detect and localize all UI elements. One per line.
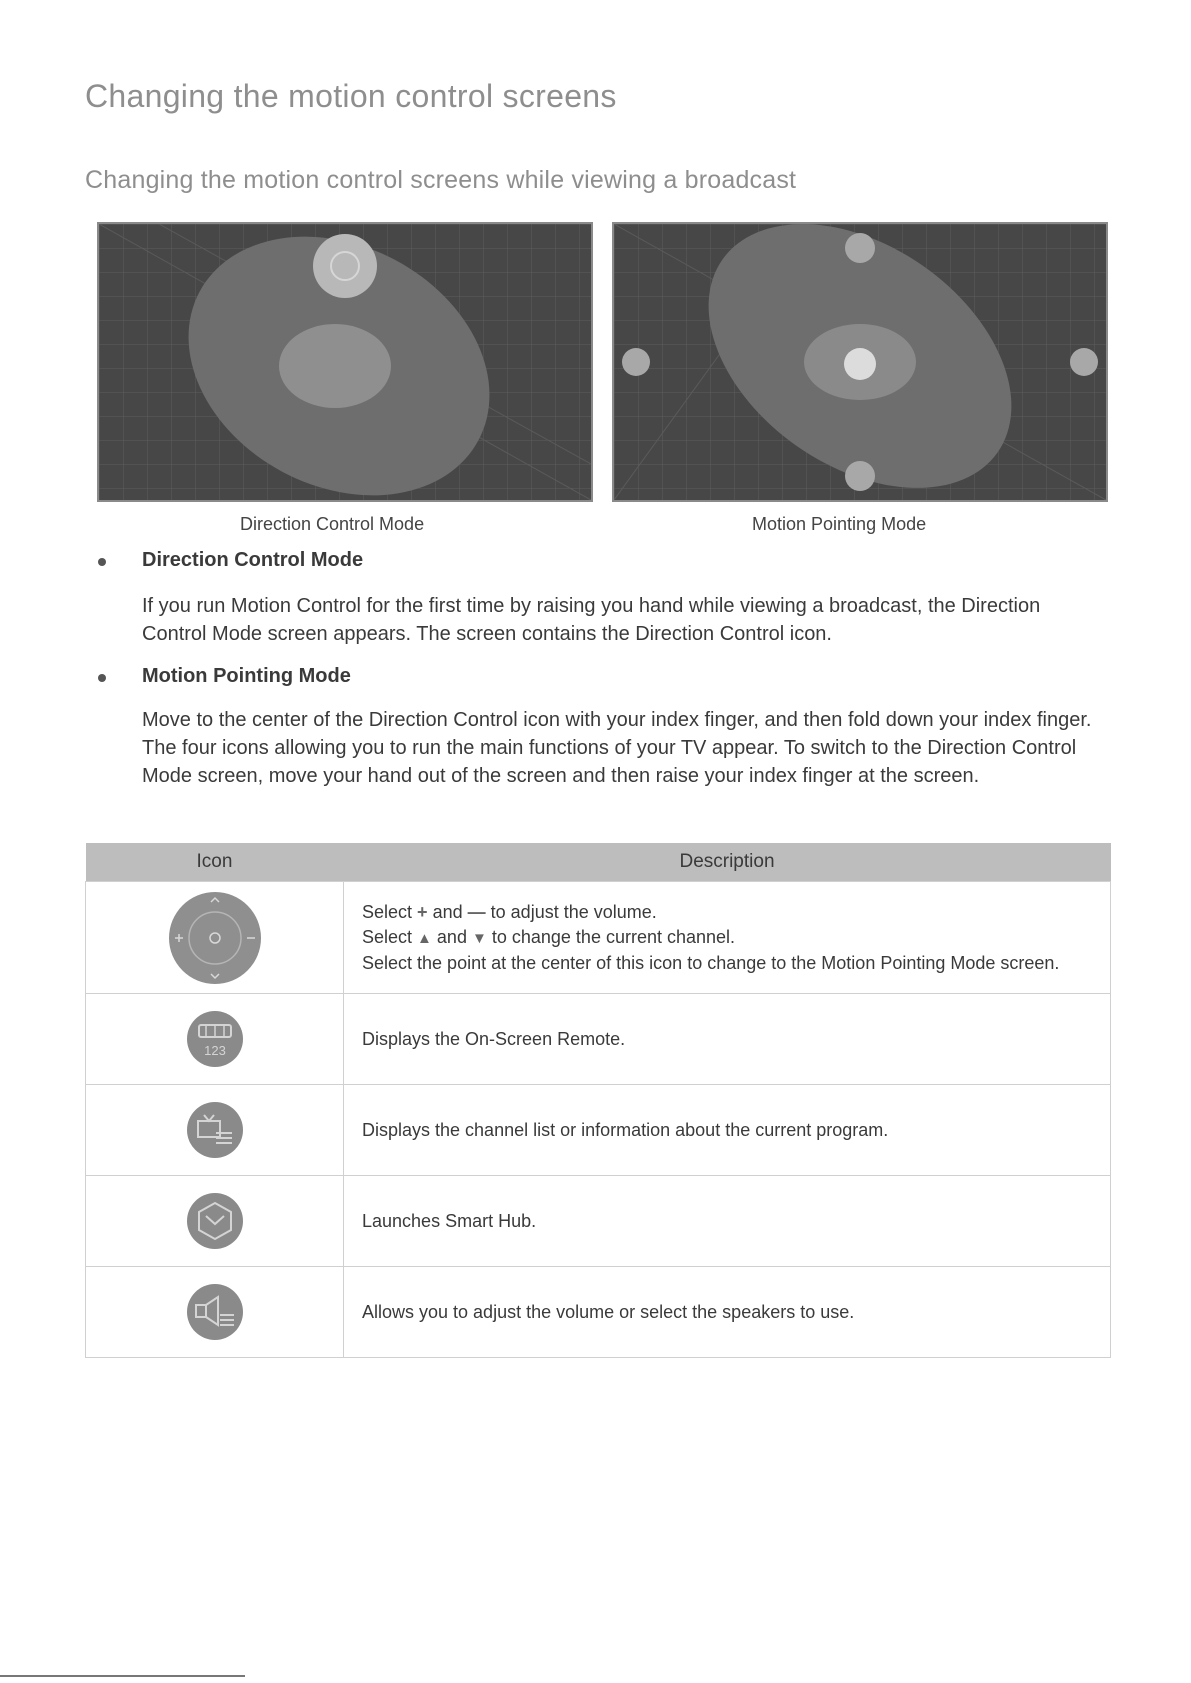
bullet-heading-direction-control: Direction Control Mode (142, 549, 364, 571)
chevron-up-icon: ▲ (417, 929, 432, 947)
left-figure-caption: Direction Control Mode (240, 514, 425, 534)
minus-icon: — (467, 901, 486, 922)
table-row (86, 1085, 1111, 1176)
icon-table (85, 843, 1111, 1358)
table-cell-description: Displays the On-Screen Remote. (344, 994, 1111, 1085)
speaker-shortcut-icon (622, 348, 650, 376)
table-header-icon: Icon (86, 843, 344, 882)
table-row (86, 994, 1111, 1085)
channel-list-icon (186, 1101, 244, 1159)
bullet-text-direction-control: If you run Motion Control for the first time by raising you hand while viewing a broadcast, the Direction Control Mode screen appears. The screen contains the Direction Control icon. (142, 595, 1041, 645)
plus-icon: + (417, 901, 428, 922)
direction-control-icon (167, 890, 263, 986)
channel-shortcut-icon (1070, 348, 1098, 376)
smart-hub-icon (186, 1192, 244, 1250)
table-cell-description: Launches Smart Hub. (344, 1176, 1111, 1267)
footer-divider (0, 1675, 245, 1677)
motion-pointing-mode-screenshot (612, 222, 1108, 502)
direction-control-description: Select + and — to adjust the volume. Select ▲ and ▼ to change the current channel. Select the point at the center of this icon to change to the Motion Pointing Mode screen. (344, 882, 1111, 994)
page-title: Changing the motion control screens (85, 78, 617, 114)
table-row (86, 1176, 1111, 1267)
bullet-text-motion-pointing: Move to the center of the Direction Control icon with your index finger, and then fold down your index finger. The four icons allowing you to run the main functions of your TV appear. To switch to the Direction Control Mode screen, move your hand out of the screen and then raise your index finger at the screen. (142, 709, 1092, 787)
chevron-down-icon: ▼ (471, 929, 487, 947)
pointer-icon (844, 348, 876, 380)
section-title: Changing the motion control screens while viewing a broadcast (85, 166, 797, 194)
right-figure-caption: Motion Pointing Mode (752, 514, 927, 534)
bullet-dot (98, 674, 106, 682)
direction-control-icon (313, 234, 377, 298)
on-screen-remote-icon (186, 1010, 244, 1068)
table-header-description: Description (344, 843, 1111, 882)
bullet-dot (98, 558, 106, 566)
direction-control-mode-screenshot (97, 222, 593, 502)
table-row (86, 882, 1111, 994)
table-cell-description: Displays the channel list or information about the current program. (344, 1085, 1111, 1176)
table-row (86, 1267, 1111, 1358)
bullet-heading-motion-pointing: Motion Pointing Mode (142, 665, 351, 687)
smart-hub-shortcut-icon (845, 461, 875, 491)
on-screen-remote-shortcut-icon (845, 233, 875, 263)
speaker-volume-icon (186, 1283, 244, 1341)
table-cell-description: Allows you to adjust the volume or select the speakers to use. (344, 1267, 1111, 1358)
svg-text:123: 123 (203, 1043, 226, 1058)
